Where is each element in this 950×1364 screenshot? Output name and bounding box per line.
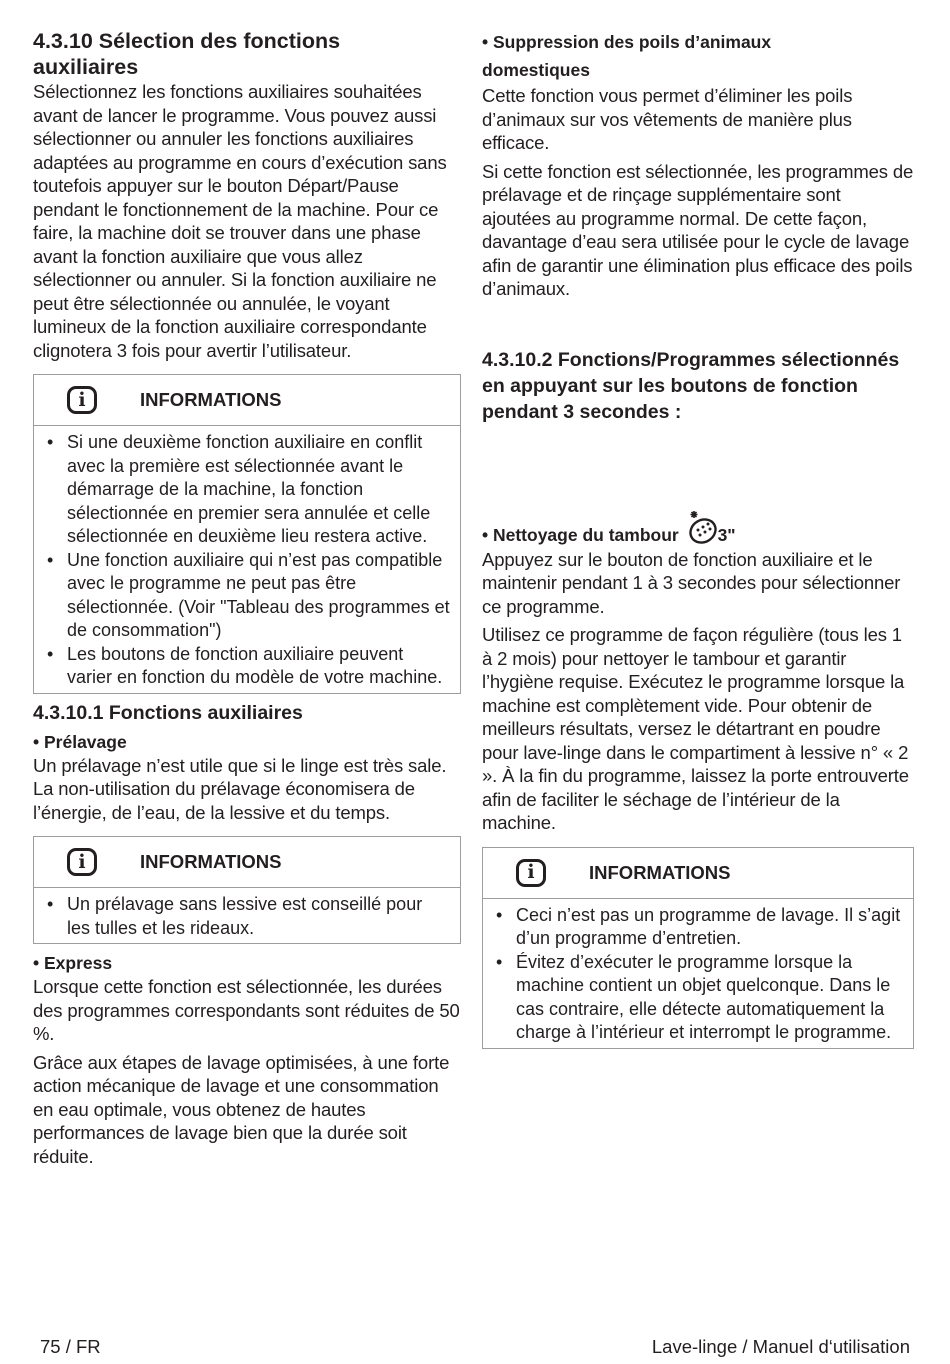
- express-heading: • Express: [33, 953, 113, 973]
- express-text-1: Lorsque cette fonction est sélectionnée, les durées des programmes correspondants sont réduites de 50 %.: [33, 976, 460, 1044]
- right-column: [482, 28, 914, 1049]
- subsection-title-2: 4.3.10.2 Fonctions/Programmes sélectionnés en appuyant sur les boutons de fonction pendant 3 secondes :: [482, 348, 900, 423]
- info-item: • Un prélavage sans lessive est conseillé pour les tulles et les rideaux.: [34, 893, 450, 940]
- info-icon: i: [516, 859, 546, 887]
- info-item: • Une fonction auxiliaire qui n’est pas compatible avec le programme ne peut pas être sélectionnée. (Voir "Tableau des programmes et de consommation"): [34, 549, 450, 643]
- info-box-drum: [482, 847, 914, 1049]
- info-item: • Évitez d’exécuter le programme lorsque la machine contient un objet quelconque. Dans le cas contraire, elle détecte automatiquement la charge à l’intérieur et interrompt le programme.: [483, 951, 903, 1045]
- info-icon: i: [67, 386, 97, 414]
- info-item: • Les boutons de fonction auxiliaire peuvent varier en fonction du modèle de votre machine.: [34, 643, 450, 690]
- pet-hair-text-1: Cette fonction vous permet d’éliminer les poils d’animaux sur vos vêtements de manière plus efficace.: [482, 85, 853, 153]
- info-box-title: INFORMATIONS: [140, 851, 282, 872]
- section-title: 4.3.10 Sélection des fonctions auxiliaires: [33, 29, 341, 79]
- prelavage-heading: • Prélavage: [33, 731, 127, 752]
- info-list: [483, 899, 913, 1048]
- subsection-title: 4.3.10.1 Fonctions auxiliaires: [33, 701, 303, 724]
- manual-title: Lave-linge / Manuel d‘utilisation: [651, 1336, 910, 1357]
- drum-clean-text-2: Utilisez ce programme de façon régulière (tous les 1 à 2 mois) pour nettoyer le tambour et garantir l’hygiène requise. Exécutez le programme lorsque la machine est complètement vide. Pour obtenir de meilleurs résultats, versez le détartrant en poudre pour lave-linge dans le compartiment à lessive n° « 2 ». À la fin du programme, laissez la porte entrouverte afin de faciliter le séchage de l’intérieur de la machine.: [482, 624, 909, 833]
- info-box-header: [483, 848, 913, 899]
- info-item: • Si une deuxième fonction auxiliaire en conflit avec la première est sélectionnée avant le démarrage de la machine, la fonction sélectionnée en premier sera annulée et celle sélectionnée en deuxième lieu restera active.: [34, 431, 450, 549]
- drum-clean-duration: 3": [717, 524, 736, 545]
- drum-clean-heading: • Nettoyage du tambour 3": [482, 509, 914, 548]
- info-box-title: INFORMATIONS: [589, 861, 731, 883]
- page-number: 75 / FR: [40, 1336, 101, 1357]
- section-intro: Sélectionnez les fonctions auxiliaires souhaitées avant de lancer le programme. Vous pouvez aussi sélectionner ou annuler les fonctions auxiliaires adaptées au programme en cours d’exécution sans toutefois appuyer sur le bouton Départ/Pause pendant le fonctionnement de la machine. Pour ce faire, la machine doit se trouver dans une phase avant la fonction auxiliaire que vous allez sélectionner ou annuler. Si la fonction auxiliaire ne peut être sélectionnée ou annulée, le voyant lumineux de la fonction auxiliaire correspondante clignotera 3 fois pour avertir l’utilisateur.: [33, 81, 447, 361]
- info-item: • Ceci n’est pas un programme de lavage. Il s’agit d’un programme d’entretien.: [483, 904, 903, 951]
- info-box-header: [34, 375, 460, 426]
- left-column: [33, 28, 461, 1168]
- info-box-header: [34, 837, 460, 888]
- info-list: [34, 888, 460, 943]
- pet-hair-heading: • Suppression des poils d’animaux domestiques: [482, 32, 772, 80]
- info-icon: i: [67, 848, 97, 876]
- express-text-2: Grâce aux étapes de lavage optimisées, à une forte action mécanique de lavage et une consommation en eau optimale, vous obtenez de hautes performances de lavage bien que la durée soit réduite.: [33, 1051, 450, 1167]
- prelavage-text: Un prélavage n’est utile que si le linge est très sale. La non-utilisation du prélavage économisera de l’énergie, de l’eau, de la lessive et du temps.: [33, 754, 447, 823]
- info-list: [34, 426, 460, 693]
- pet-hair-text-2: Si cette fonction est sélectionnée, les programmes de prélavage et de rinçage supplémentaire sont ajoutées au programme normal. De cette façon, davantage d’eau sera utilisée pour le cycle de lavage afin de garantir une élimination plus efficace des poils d’animaux.: [482, 160, 914, 299]
- drum-clean-icon: [684, 509, 718, 545]
- info-box-prelavage: [33, 836, 461, 944]
- drum-clean-text-1: Appuyez sur le bouton de fonction auxiliaire et le maintenir pendant 1 à 3 secondes pour sélectionner ce programme.: [482, 548, 901, 617]
- info-box-title: INFORMATIONS: [140, 389, 282, 410]
- info-box-conflict: [33, 374, 461, 694]
